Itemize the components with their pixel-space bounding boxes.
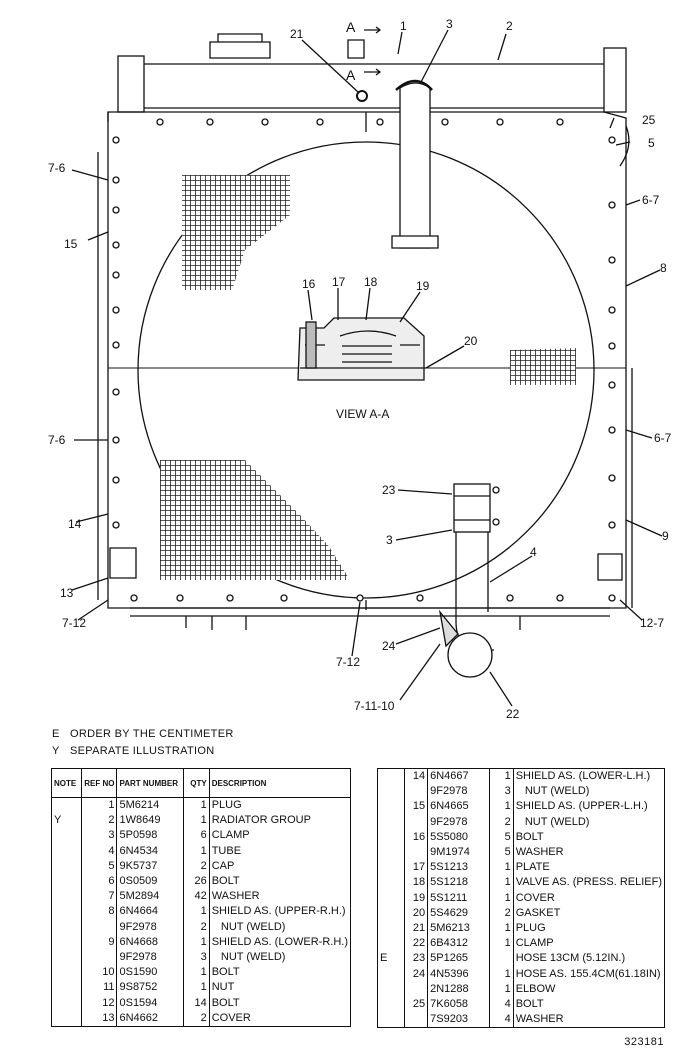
cell-desc: CAP bbox=[211, 859, 235, 872]
callout-6-7-upper: 6-7 bbox=[642, 193, 660, 207]
cell-note bbox=[378, 997, 405, 1012]
cell-desc: SHIELD AS. (LOWER-L.H.) bbox=[515, 770, 651, 783]
cell-desc: CLAMP bbox=[515, 937, 554, 950]
cell-note bbox=[378, 799, 405, 814]
view-label: VIEW A-A bbox=[336, 407, 390, 421]
cell-note bbox=[378, 982, 405, 997]
cell-desc: HOSE 13CM (5.12IN.) bbox=[515, 952, 626, 965]
callout-8: 8 bbox=[660, 261, 667, 275]
cell-desc: SHIELD AS. (UPPER-R.H.) bbox=[211, 905, 346, 918]
cell-qty: 2 bbox=[490, 815, 514, 830]
cell-qty: 1 bbox=[490, 921, 514, 936]
cell-note bbox=[378, 966, 405, 981]
table-row bbox=[378, 906, 665, 921]
table-row bbox=[52, 995, 351, 1010]
cell-part: 9S8752 bbox=[117, 980, 183, 995]
cell-part: 6N4668 bbox=[117, 935, 183, 950]
cell-note bbox=[52, 950, 82, 965]
cell-qty: 1 bbox=[183, 798, 209, 814]
cell-part: 9M1974 bbox=[428, 845, 490, 860]
cell-note: E bbox=[378, 951, 405, 966]
cell-part: 9K5737 bbox=[117, 859, 183, 874]
cell-qty: 1 bbox=[183, 904, 209, 919]
cell-ref: 20 bbox=[404, 906, 427, 921]
cell-ref bbox=[404, 982, 427, 997]
cell-qty: 1 bbox=[490, 799, 514, 814]
table-row bbox=[52, 935, 351, 950]
cell-note bbox=[52, 995, 82, 1010]
callout-23: 23 bbox=[382, 483, 396, 497]
cell-desc: SHIELD AS. (UPPER-L.H.) bbox=[515, 800, 648, 813]
cell-qty: 14 bbox=[183, 995, 209, 1010]
cell-qty bbox=[490, 951, 514, 966]
cell-part: 5S5080 bbox=[428, 830, 490, 845]
cell-note bbox=[378, 921, 405, 936]
cell-part: 5P0598 bbox=[117, 828, 183, 843]
cell-desc: TUBE bbox=[211, 844, 242, 857]
callout-25: 25 bbox=[642, 113, 656, 127]
cell-ref: 14 bbox=[404, 769, 427, 785]
cell-qty: 3 bbox=[490, 784, 514, 799]
cell-qty: 1 bbox=[490, 769, 514, 785]
cell-ref: 24 bbox=[404, 966, 427, 981]
cell-desc: COVER bbox=[211, 1011, 251, 1024]
cell-part: 5M6213 bbox=[428, 921, 490, 936]
cell-part: 5M6214 bbox=[117, 798, 183, 814]
callout-18: 18 bbox=[364, 275, 378, 289]
cell-ref: 13 bbox=[82, 1011, 117, 1027]
cell-desc: GASKET bbox=[515, 906, 561, 919]
cell-part: 0S1594 bbox=[117, 995, 183, 1010]
callout-3-bottom: 3 bbox=[386, 533, 393, 547]
callout-7-12-bottom: 7-12 bbox=[336, 655, 361, 669]
cell-ref bbox=[82, 950, 117, 965]
cell-desc: VALVE AS. (PRESS. RELIEF) bbox=[515, 876, 662, 889]
cell-ref: 11 bbox=[82, 980, 117, 995]
table-row bbox=[52, 1011, 351, 1027]
cell-desc: PLUG bbox=[211, 799, 242, 812]
cell-qty: 1 bbox=[490, 966, 514, 981]
cell-ref bbox=[404, 784, 427, 799]
callout-6-7-lower: 6-7 bbox=[654, 431, 672, 445]
cell-qty: 2 bbox=[183, 859, 209, 874]
cell-note bbox=[378, 860, 405, 875]
cell-qty: 1 bbox=[490, 891, 514, 906]
table-row bbox=[378, 875, 665, 890]
cell-note bbox=[378, 936, 405, 951]
header-note: NOTE bbox=[52, 769, 82, 798]
cell-note bbox=[52, 965, 82, 980]
cell-qty: 1 bbox=[490, 875, 514, 890]
cell-note bbox=[52, 844, 82, 859]
cell-ref: 4 bbox=[82, 844, 117, 859]
cell-qty: 1 bbox=[183, 844, 209, 859]
cell-part: 6N4665 bbox=[428, 799, 490, 814]
table-row bbox=[378, 982, 665, 997]
cell-part: 6N4662 bbox=[117, 1011, 183, 1027]
cell-part: 5P1265 bbox=[428, 951, 490, 966]
cell-note bbox=[52, 980, 82, 995]
cell-desc: NUT bbox=[211, 981, 235, 994]
cell-part: 4N5396 bbox=[428, 966, 490, 981]
header-part: PART NUMBER bbox=[117, 769, 183, 798]
callout-16: 16 bbox=[302, 277, 316, 291]
table-row bbox=[378, 830, 665, 845]
table-row bbox=[52, 965, 351, 980]
table-row bbox=[378, 951, 665, 966]
cell-qty: 2 bbox=[183, 1011, 209, 1027]
cell-ref: 22 bbox=[404, 936, 427, 951]
cell-qty: 1 bbox=[183, 965, 209, 980]
header-ref: REF NO bbox=[82, 769, 117, 798]
table-row bbox=[52, 920, 351, 935]
cell-part: 7S9203 bbox=[428, 1012, 490, 1028]
cell-ref: 8 bbox=[82, 904, 117, 919]
cell-note bbox=[378, 815, 405, 830]
callout-21: 21 bbox=[290, 27, 304, 41]
table-row bbox=[378, 860, 665, 875]
cell-ref: 5 bbox=[82, 859, 117, 874]
cell-part: 9F2978 bbox=[428, 784, 490, 799]
cell-qty: 5 bbox=[490, 830, 514, 845]
cell-desc: COVER bbox=[515, 891, 555, 904]
table-row bbox=[378, 1012, 665, 1028]
cell-ref: 17 bbox=[404, 860, 427, 875]
cell-part: 5M2894 bbox=[117, 889, 183, 904]
cell-part: 5S1218 bbox=[428, 875, 490, 890]
callout-9: 9 bbox=[662, 529, 669, 543]
cell-desc: CLAMP bbox=[211, 829, 250, 842]
cell-desc: NUT (WELD) bbox=[515, 785, 590, 798]
cell-part: 5S4629 bbox=[428, 906, 490, 921]
table-row bbox=[378, 815, 665, 830]
cell-ref: 15 bbox=[404, 799, 427, 814]
cell-ref: 19 bbox=[404, 891, 427, 906]
cell-qty: 1 bbox=[490, 936, 514, 951]
callout-24: 24 bbox=[382, 639, 396, 653]
cell-desc: PLATE bbox=[515, 861, 550, 874]
cell-part: 1W8649 bbox=[117, 813, 183, 828]
cell-note bbox=[378, 1012, 405, 1028]
table-row bbox=[378, 784, 665, 799]
cell-qty: 2 bbox=[490, 906, 514, 921]
table-row bbox=[378, 845, 665, 860]
cell-part: 5S1211 bbox=[428, 891, 490, 906]
table-row bbox=[378, 921, 665, 936]
cell-qty: 4 bbox=[490, 997, 514, 1012]
document-number: 323181 bbox=[624, 1036, 664, 1048]
cell-qty: 1 bbox=[183, 935, 209, 950]
cell-note bbox=[378, 845, 405, 860]
cell-part: 5S1213 bbox=[428, 860, 490, 875]
callout-13: 13 bbox=[60, 586, 74, 600]
table-row bbox=[378, 799, 665, 814]
callout-12-7: 12-7 bbox=[640, 616, 665, 630]
cell-note bbox=[378, 891, 405, 906]
cell-note bbox=[52, 889, 82, 904]
cell-qty: 4 bbox=[490, 1012, 514, 1028]
cell-desc: PLUG bbox=[515, 921, 546, 934]
table-row bbox=[378, 936, 665, 951]
cell-ref: 21 bbox=[404, 921, 427, 936]
note-y: Y SEPARATE ILLUSTRATION bbox=[52, 745, 215, 757]
callout-22: 22 bbox=[506, 707, 520, 720]
cell-qty: 6 bbox=[183, 828, 209, 843]
table-row bbox=[378, 997, 665, 1012]
callout-2: 2 bbox=[506, 19, 513, 33]
cell-desc: WASHER bbox=[515, 846, 564, 859]
cell-desc: ELBOW bbox=[515, 982, 556, 995]
cell-note bbox=[378, 769, 405, 785]
cell-ref: 25 bbox=[404, 997, 427, 1012]
cell-qty: 3 bbox=[183, 950, 209, 965]
header-qty: QTY bbox=[183, 769, 209, 798]
cell-desc: WASHER bbox=[515, 1013, 564, 1026]
cell-note bbox=[378, 875, 405, 890]
cell-ref: 1 bbox=[82, 798, 117, 814]
cell-qty: 1 bbox=[183, 813, 209, 828]
table-header-row bbox=[52, 769, 351, 798]
cell-part: 0S1590 bbox=[117, 965, 183, 980]
cell-ref bbox=[82, 920, 117, 935]
cell-part: 7K6058 bbox=[428, 997, 490, 1012]
cell-ref: 12 bbox=[82, 995, 117, 1010]
cell-qty: 42 bbox=[183, 889, 209, 904]
cell-desc: RADIATOR GROUP bbox=[211, 814, 311, 827]
callout-19: 19 bbox=[416, 279, 430, 293]
cell-ref bbox=[404, 845, 427, 860]
cell-desc: BOLT bbox=[515, 997, 544, 1010]
cell-note bbox=[52, 859, 82, 874]
cell-ref: 9 bbox=[82, 935, 117, 950]
cell-note bbox=[52, 874, 82, 889]
cell-ref: 23 bbox=[404, 951, 427, 966]
cell-ref: 7 bbox=[82, 889, 117, 904]
table-row bbox=[52, 980, 351, 995]
cell-qty: 26 bbox=[183, 874, 209, 889]
callout-20: 20 bbox=[464, 334, 478, 348]
cell-part: 9F2978 bbox=[117, 950, 183, 965]
table-row bbox=[52, 813, 351, 828]
cell-note bbox=[378, 830, 405, 845]
table-row bbox=[378, 769, 665, 785]
callout-7-6-lower: 7-6 bbox=[48, 433, 66, 447]
callout-5: 5 bbox=[648, 136, 655, 150]
section-marker-a-top: A bbox=[346, 19, 356, 35]
cell-note bbox=[378, 906, 405, 921]
cell-part: 9F2978 bbox=[428, 815, 490, 830]
cell-note bbox=[378, 784, 405, 799]
cell-note bbox=[52, 798, 82, 814]
callout-7-12-left: 7-12 bbox=[62, 616, 87, 630]
cell-qty: 1 bbox=[490, 982, 514, 997]
cell-part: 9F2978 bbox=[117, 920, 183, 935]
parts-table-left bbox=[51, 768, 351, 1027]
cell-ref: 3 bbox=[82, 828, 117, 843]
table-row bbox=[52, 828, 351, 843]
cell-note bbox=[52, 828, 82, 843]
table-row bbox=[378, 966, 665, 981]
cell-desc: SHIELD AS. (LOWER-R.H.) bbox=[211, 935, 348, 948]
cell-ref: 18 bbox=[404, 875, 427, 890]
section-marker-a-bottom: A bbox=[346, 67, 356, 83]
legend-notes bbox=[52, 726, 234, 760]
cell-note bbox=[52, 904, 82, 919]
table-row bbox=[52, 844, 351, 859]
table-row bbox=[52, 904, 351, 919]
cell-note bbox=[52, 1011, 82, 1027]
cell-qty: 2 bbox=[183, 920, 209, 935]
cell-desc: HOSE AS. 155.4CM(61.18IN) bbox=[515, 967, 661, 980]
cell-ref: 2 bbox=[82, 813, 117, 828]
cell-part: 6N4667 bbox=[428, 769, 490, 785]
callout-7-6-upper: 7-6 bbox=[48, 161, 66, 175]
cell-part: 6B4312 bbox=[428, 936, 490, 951]
table-row bbox=[52, 859, 351, 874]
cell-desc: NUT (WELD) bbox=[211, 920, 286, 933]
cell-desc: BOLT bbox=[515, 830, 544, 843]
cell-qty: 1 bbox=[183, 980, 209, 995]
parts-table-right bbox=[377, 768, 665, 1028]
cell-ref: 6 bbox=[82, 874, 117, 889]
cell-desc: NUT (WELD) bbox=[515, 815, 590, 828]
cell-desc: BOLT bbox=[211, 966, 240, 979]
cell-note: Y bbox=[52, 813, 82, 828]
cell-note bbox=[52, 935, 82, 950]
cell-desc: BOLT bbox=[211, 875, 240, 888]
cell-part: 6N4664 bbox=[117, 904, 183, 919]
callout-15: 15 bbox=[64, 237, 78, 251]
cell-qty: 1 bbox=[490, 860, 514, 875]
table-row bbox=[378, 891, 665, 906]
cell-desc: BOLT bbox=[211, 996, 240, 1009]
table-row bbox=[52, 874, 351, 889]
callout-7-11-10: 7-11-10 bbox=[354, 699, 395, 713]
cell-ref: 16 bbox=[404, 830, 427, 845]
header-desc: DESCRIPTION bbox=[209, 769, 350, 798]
cell-desc: WASHER bbox=[211, 890, 260, 903]
cell-note bbox=[52, 920, 82, 935]
cell-part: 6N4534 bbox=[117, 844, 183, 859]
table-row bbox=[52, 798, 351, 814]
cell-ref bbox=[404, 815, 427, 830]
callout-3-top: 3 bbox=[446, 17, 453, 31]
cell-ref bbox=[404, 1012, 427, 1028]
cell-part: 0S0509 bbox=[117, 874, 183, 889]
table-row bbox=[52, 950, 351, 965]
callout-1: 1 bbox=[400, 19, 407, 33]
cell-part: 2N1288 bbox=[428, 982, 490, 997]
callout-14: 14 bbox=[68, 517, 82, 531]
note-e: E ORDER BY THE CENTIMETER bbox=[52, 728, 234, 740]
cell-ref: 10 bbox=[82, 965, 117, 980]
callout-17: 17 bbox=[332, 275, 346, 289]
table-row bbox=[52, 889, 351, 904]
cell-desc: NUT (WELD) bbox=[211, 950, 286, 963]
callout-4: 4 bbox=[530, 545, 537, 559]
cell-qty: 5 bbox=[490, 845, 514, 860]
